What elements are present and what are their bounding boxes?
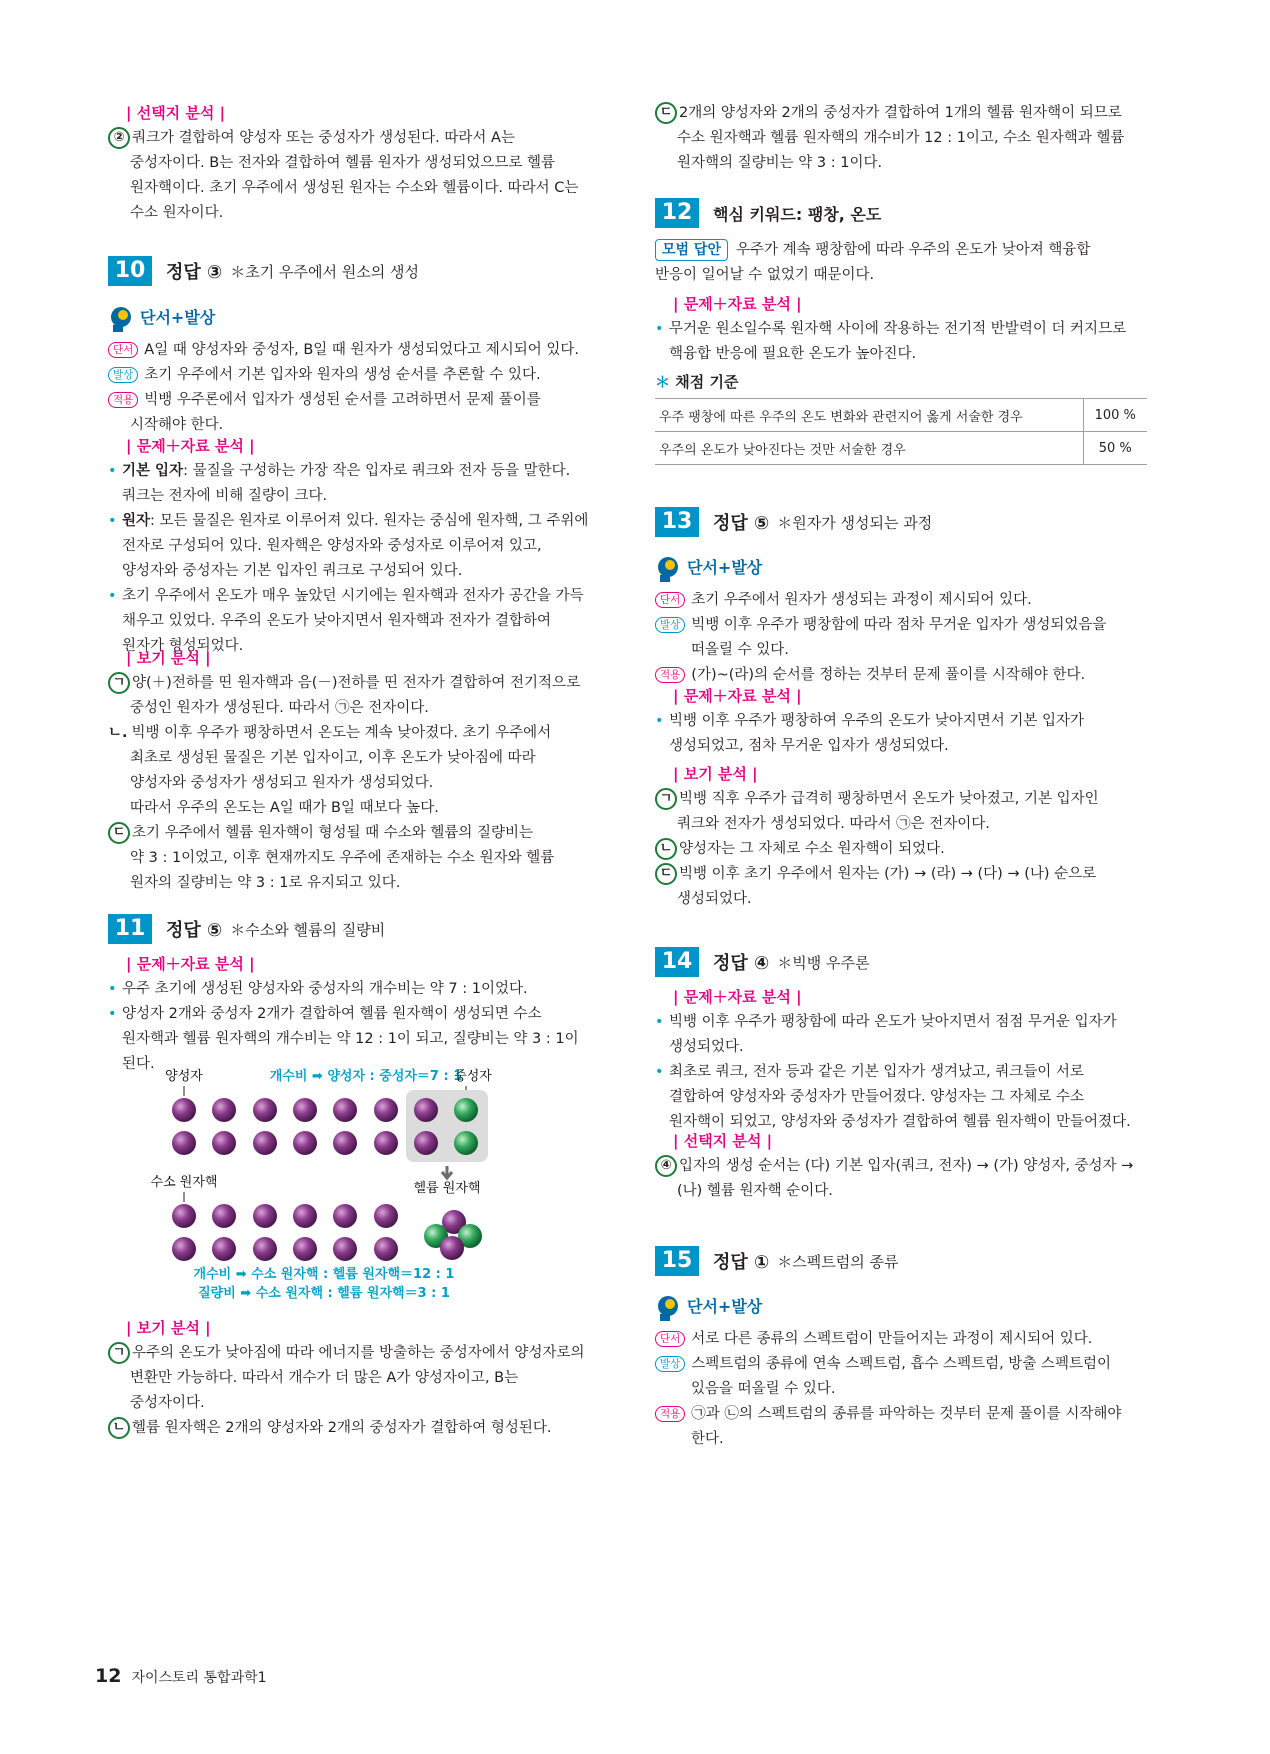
proton [333,1098,357,1122]
option-analysis-10: | 보기 분석 | ㄱ 양(＋)전하를 띤 원자핵과 음(－)전하를 띤 전자가 결합하여 전기적으로 중성인 원자가 생성된다. 따라서 ㉠은 전자이다. ㄴ. 빅뱅 이후 우주가 팽창하면서 온도는 계속 낮아졌다. 초기 우주에서 최초로 생성된 물질은 기본 입자이고, 이후 온도가 낮아짐에 따라 양성자와 중성자가 생성되고 원자가 생성되었다. 따라서 우주의 온도는 A일 때가 B일 때보다 높다. ㄷ 초기 우주에서 헬륨 원자핵이 형성될 때 수소와 헬륨의 질량비는 약 3 : 1이었고, 이후 현재까지도 우주에 존재하는 수소 원자와 헬륨 원자의 질량비는 약 3 : 1로 유지되고 있다. [108,649,581,891]
helium-nucleus [424,1210,482,1260]
neutron-label: 중성자 [454,1069,492,1084]
idea-tag: 발상 [108,367,138,383]
neutron [454,1131,478,1155]
section-label: | 선택지 분석 | [126,104,226,122]
helium-label: 헬륨 원자핵 [413,1181,481,1196]
table-row: 우주 팽창에 따른 우주의 온도 변화와 관련지어 옳게 서술한 경우 100 % [655,399,1147,432]
grading-table [655,398,1147,465]
page-number: 12 [95,1665,122,1687]
proton [172,1098,196,1122]
mass-ratio-label: 질량비 ➡ 수소 원자핵 : 헬륨 원자핵＝3 : 1 [198,1286,450,1301]
topic: ＊초기 우주에서 원소의 생성 [230,262,419,281]
table-row: 우주의 온도가 낮아진다는 것만 서술한 경우 50 % [655,432,1147,465]
head-bulb-icon [108,305,134,333]
ratio-label: 개수비 ➡ 양성자 : 중성자＝7 : 1 [269,1069,463,1084]
choice-analysis-14: | 선택지 분석 | ④ 입자의 생성 순서는 (다) 기본 입자(쿼크, 전자) → (가) 양성자, 중성자 → (나) 헬륨 원자핵 순이다. [655,1129,1147,1204]
question-number: 10 [108,256,152,286]
hint-section-13: 단서+발상 단서 초기 우주에서 원자가 생성되는 과정이 제시되어 있다. 발상 빅뱅 이후 우주가 팽창함에 따라 점차 무거운 입자가 생성되었음을 떠올릴 수 있다. 적용 (가)~(라)의 순서를 정하는 것부터 문제 풀이를 시작해야 한다. [655,553,1147,688]
question-11-header: 11 정답 ⑤ ＊수소와 헬륨의 질량비 [108,913,385,945]
data-analysis-12: | 문제＋자료 분석 | • 무거운 원소일수록 원자핵 사이에 작용하는 전기적 반발력이 더 커지므로 핵융합 반응에 필요한 온도가 높아진다. [655,292,1147,367]
hint-section-15: 단서+발상 단서 서로 다른 종류의 스펙트럼이 만들어지는 과정이 제시되어 있다. 발상 스펙트럼의 종류에 연속 스펙트럼, 흡수 스펙트럼, 방출 스펙트럼이 있음을 떠올릴 수 있다. 적용 ㉠과 ㉡의 스펙트럼의 종류를 파악하는 것부터 문제 풀이를 시작해야 한다. [655,1292,1147,1452]
choice-analysis-9: | 선택지 분석 | ② 쿼크가 결합하여 양성자 또는 중성자가 생성된다. 따라서 A는 중성자이다. B는 전자와 결합하여 헬륨 원자가 생성되었으므로 헬륨 원자핵이다. 초기 우주에서 생성된 원자는 수소와 헬륨이다. 따라서 C는 수소 원자이다. [108,101,600,226]
option-analysis-13: | 보기 분석 | ㄱ 빅뱅 직후 우주가 급격히 팽창하면서 온도가 낮아졌고, 기본 입자인 쿼크와 전자가 생성되었다. 따라서 ㉠은 전자이다. ㄴ 양성자는 그 자체로 수소 원자핵이 되었다. ㄷ 빅뱅 이후 초기 우주에서 원자는 (가) → (라) → (다) → (나) 순으로 생성되었다. [655,762,1147,912]
question-15-header: 15 정답 ① ＊스펙트럼의 종류 [655,1245,899,1277]
page-footer [95,1665,267,1687]
count-ratio-label: 개수비 ➡ 수소 원자핵 : 헬륨 원자핵＝12 : 1 [193,1267,455,1282]
option-analysis-11: | 보기 분석 | ㄱ 우주의 온도가 낮아짐에 따라 에너지를 방출하는 중성자에서 양성자로의 변환만 가능하다. 따라서 개수가 더 많은 A가 양성자이고, B는 중성자이다. ㄴ 헬륨 원자핵은 2개의 양성자와 2개의 중성자가 결합하여 형성된다. [108,1316,600,1441]
proton [374,1098,398,1122]
proton [293,1131,317,1155]
proton [212,1131,236,1155]
book-title: 자이스토리 통합과학1 [131,1670,267,1686]
apply-tag: 적용 [108,392,138,408]
proton-label: 양성자 [165,1069,203,1084]
carry-over-text: ㄷ 2개의 양성자와 2개의 중성자가 결합하여 1개의 헬륨 원자핵이 되므로 수소 원자핵과 헬륨 원자핵의 개수비가 12 : 1이고, 수소 원자핵과 헬륨 원자핵의 질량비는 약 3 : 1이다. [655,101,1147,176]
proton [172,1131,196,1155]
head-bulb-icon [655,555,681,583]
data-analysis-14: | 문제＋자료 분석 | • 빅뱅 이후 우주가 팽창함에 따라 온도가 낮아지면서 점점 무거운 입자가 생성되었다. • 최초로 쿼크, 전자 등과 같은 기본 입자가 생겨났고, 쿼크들이 서로 결합하여 양성자와 중성자가 만들어졌다. 양성자는 그 자체로 수소 원자핵이 되었고, 양성자와 중성자가 결합하여 헬륨 원자핵이 만들어졌다. [655,985,1147,1135]
proton [293,1098,317,1122]
head-bulb-icon [655,1294,681,1322]
model-answer-12: 모범 답안 우주가 계속 팽창함에 따라 우주의 온도가 낮아져 핵융합 반응이 일어날 수 없었기 때문이다. [655,238,1147,288]
clue-tag: 단서 [108,342,138,358]
data-analysis-13: | 문제＋자료 분석 | • 빅뱅 이후 우주가 팽창하여 우주의 온도가 낮아지면서 기본 입자가 생성되었고, 점차 무거운 입자가 생성되었다. [655,684,1147,759]
question-14-header: 14 정답 ④ ＊빅뱅 우주론 [655,946,870,978]
hydrogen-label: 수소 원자핵 [150,1175,218,1190]
proton [414,1098,438,1122]
hydrogen-grid [172,1204,398,1261]
question-12-header: 12 핵심 키워드: 팽창, 온도 [655,197,881,229]
data-analysis-10: | 문제＋자료 분석 | • 기본 입자: 물질을 구성하는 가장 작은 입자로 쿼크와 전자 등을 말한다. 쿼크는 전자에 비해 질량이 크다. • 원자: 모든 물질은 원자로 이루어져 있다. 원자는 중심에 원자핵, 그 주위에 전자로 구성되어 있다. 원자핵은 양성자와 중성자로 이루어져 있고, 양성자와 중성자는 기본 입자인 쿼크로 구성되어 있다. • 초기 우주에서 온도가 매우 높았던 시기에는 원자핵과 전자가 공간을 가득 채우고 있었다. 우주의 온도가 낮아지면서 원자핵과 전자가 결합하여 원자가 형성되었다. [108,434,600,659]
data-analysis-11: | 문제＋자료 분석 | • 우주 초기에 생성된 양성자와 중성자의 개수비는 약 7 : 1이었다. • 양성자 2개와 중성자 2개가 결합하여 헬륨 원자핵이 생성되면 수소 원자핵과 헬륨 원자핵의 개수비는 약 12 : 1이 되고, 질량비는 약 3 : 1이 된다. [108,952,600,1077]
model-answer-tag: 모범 답안 [655,239,728,261]
particle-diagram [108,1062,600,1312]
question-10-header [108,255,419,287]
proton [253,1131,277,1155]
asterisk-icon: ＊ [655,373,671,391]
proton [414,1131,438,1155]
arrow-down-icon [442,1166,452,1178]
proton [253,1098,277,1122]
proton [212,1098,236,1122]
neutron [454,1098,478,1122]
proton [333,1131,357,1155]
hint-section-10: 단서+발상 단서 A일 때 양성자와 중성자, B일 때 원자가 생성되었다고 제시되어 있다. 발상 초기 우주에서 기본 입자와 원자의 생성 순서를 추론할 수 있다. 적용 빅뱅 우주론에서 입자가 생성된 순서를 고려하면서 문제 풀이를 시작해야 한다. [108,303,600,438]
grading-criteria: ＊ 채점 기준 우주 팽창에 따른 우주의 온도 변화와 관련지어 옳게 서술한 경우 100 % 우주의 온도가 낮아진다는 것만 서술한 경우 50 % [655,370,1147,465]
proton [374,1131,398,1155]
question-13-header: 13 정답 ⑤ ＊원자가 생성되는 과정 [655,506,932,538]
choice-marker: ② [108,127,130,149]
answer: 정답 ③ [166,262,223,283]
